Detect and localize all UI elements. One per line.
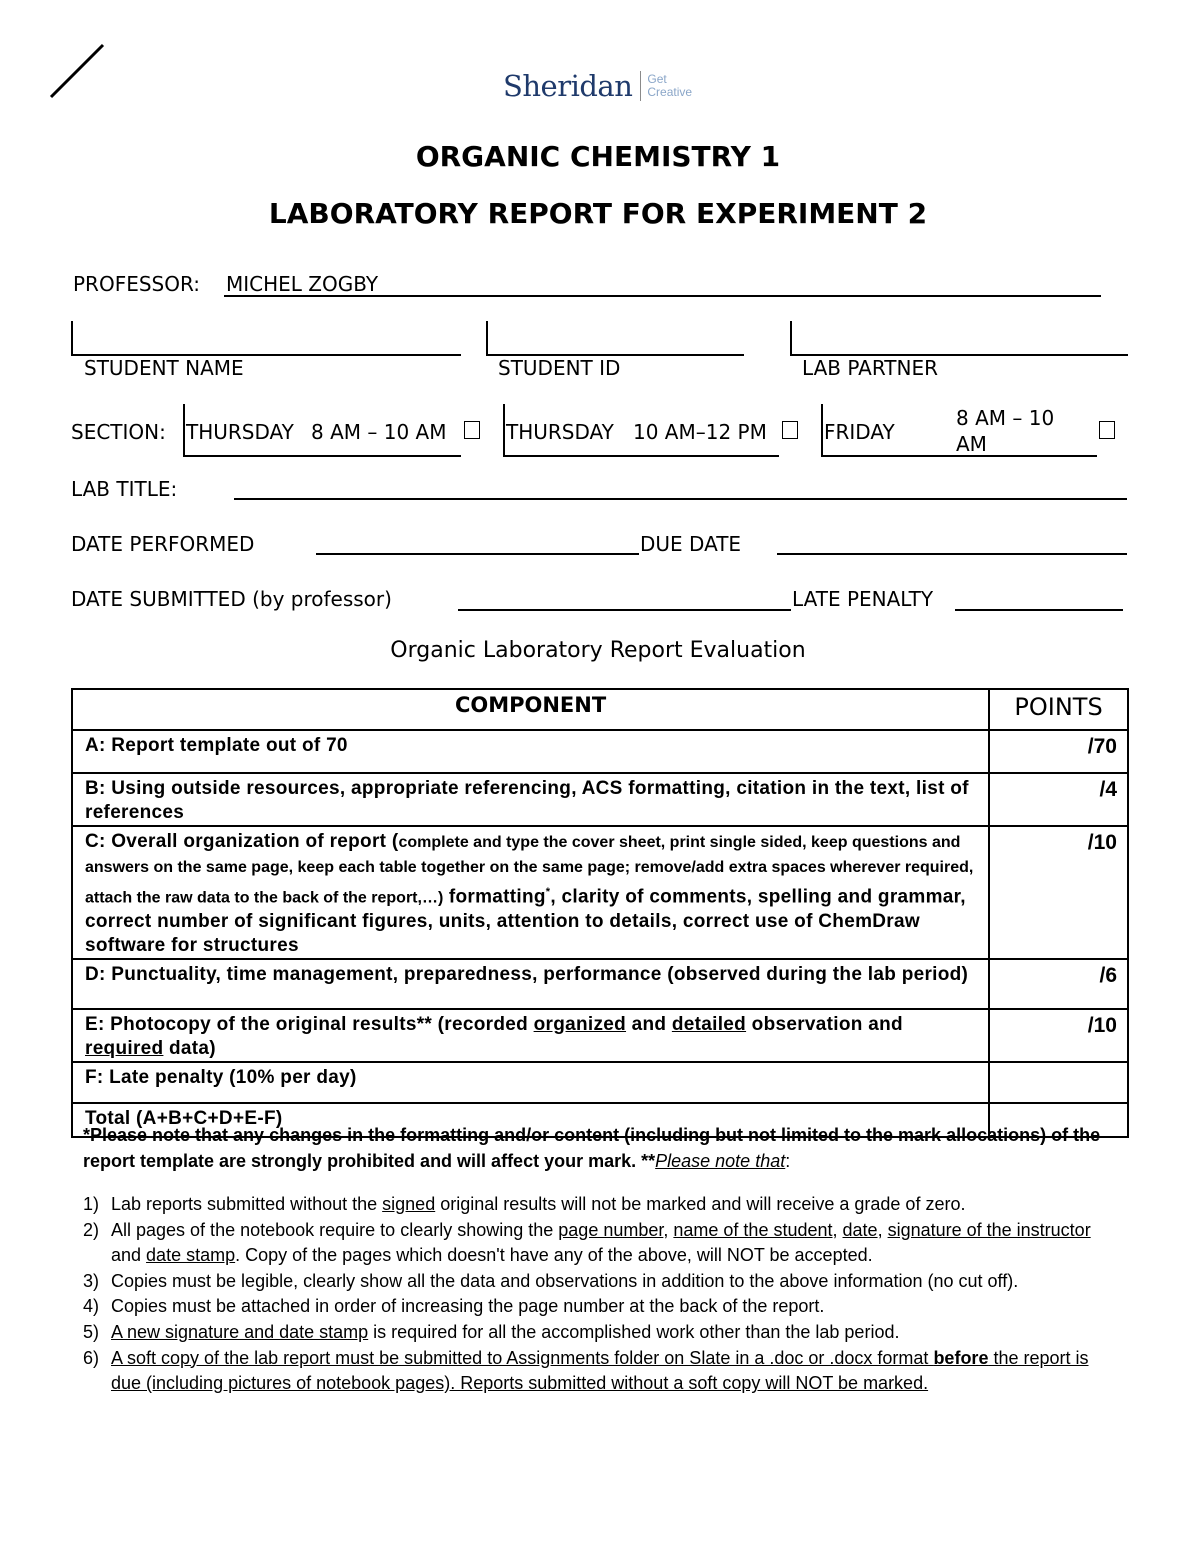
component-e-part-1: E: Photocopy of the original results** (recorded [85, 1014, 534, 1036]
text-run: , [877, 1219, 888, 1240]
section-option-3-time-line-2: AM [956, 432, 987, 456]
points-a: /70 [989, 730, 1128, 773]
text-run: date stamp [146, 1245, 236, 1266]
component-d: D: Punctuality, time management, preparedness, performance (observed during the lab period) [72, 959, 989, 1009]
date-submitted-label: DATE SUBMITTED (by professor) [71, 587, 392, 611]
component-c-heading: C: Overall organization of report ( [85, 831, 399, 852]
component-a: A: Report template out of 70 [72, 730, 989, 773]
component-e-part-3: observation and [746, 1014, 903, 1036]
component-e-required: required [85, 1038, 164, 1060]
list-item-text: Copies must be legible, clearly show all the data and observations in addition to the above information (no cut off). [111, 1270, 1019, 1291]
component-total: Total (A+B+C+D+E-F) [72, 1103, 989, 1137]
lab-title-label: LAB TITLE: [71, 477, 178, 501]
professor-value: MICHEL ZOGBY [226, 272, 379, 296]
list-item-text [111, 1218, 1123, 1269]
list-item [83, 1218, 1123, 1269]
logo-tagline-line-1: Get [647, 72, 667, 86]
due-date-line[interactable] [777, 553, 1127, 555]
section-option-1-time: 8 AM – 10 AM [311, 420, 447, 444]
points-d: /6 [989, 959, 1128, 1009]
late-penalty-label: LATE PENALTY [792, 587, 934, 611]
student-name-label: STUDENT NAME [84, 356, 244, 380]
list-number: 3) [83, 1270, 100, 1291]
text-run: Lab reports submitted without the [111, 1194, 383, 1214]
note-bold-text: *Please note that any changes in the formatting and/or content (including but not limited to the mark allocations) of the report template are strongly prohibited and will affect your mark. ** [83, 1125, 1101, 1171]
list-item [83, 1294, 1123, 1320]
logo-tagline-line-2: Creative [647, 85, 693, 99]
text-run: and [111, 1245, 147, 1266]
section-option-2-checkbox[interactable] [782, 421, 798, 439]
text-run: name of the student [673, 1219, 833, 1240]
formatting-note [83, 1122, 1123, 1174]
table-row [72, 959, 1128, 1009]
points-e: /10 [989, 1009, 1128, 1062]
list-number: 6) [83, 1347, 100, 1368]
component-e-part-2: and [626, 1014, 672, 1036]
component-header: COMPONENT [72, 689, 989, 730]
table-row [72, 1062, 1128, 1103]
lab-partner-label: LAB PARTNER [802, 356, 938, 380]
student-id-label: STUDENT ID [498, 356, 621, 380]
sheridan-logo [503, 66, 692, 106]
component-b: B: Using outside resources, appropriate referencing, ACS formatting, citation in the text, list of references [72, 773, 989, 826]
text-run: signature of the instructor [887, 1219, 1091, 1240]
section-label: SECTION: [71, 420, 166, 444]
component-e [72, 1009, 989, 1062]
evaluation-title: Organic Laboratory Report Evaluation [390, 638, 806, 663]
table-row [72, 1009, 1128, 1062]
section-option-2-time: 10 AM–12 PM [633, 420, 767, 444]
list-item [83, 1192, 1123, 1218]
list-item [83, 1269, 1123, 1295]
table-row [72, 826, 1128, 959]
list-item-text: Copies must be attached in order of increasing the page number at the back of the report. [111, 1296, 825, 1317]
logo-wordmark: Sheridan [503, 69, 633, 103]
section-option-3-time-line-1: 8 AM – 10 [956, 406, 1055, 430]
section-option-1-day: THURSDAY [186, 420, 294, 444]
list-number: 4) [83, 1296, 100, 1317]
list-item-text [111, 1192, 965, 1218]
course-title: ORGANIC CHEMISTRY 1 [415, 140, 781, 173]
note-colon: : [785, 1151, 791, 1171]
list-number: 5) [83, 1321, 100, 1342]
points-b: /4 [989, 773, 1128, 826]
component-c-asterisk: * [545, 886, 551, 898]
text-run: original results will not be marked and will receive a grade of zero. [435, 1194, 966, 1214]
text-run: A new signature and date stamp [111, 1321, 369, 1342]
points-f[interactable] [989, 1062, 1128, 1103]
text-run: . Copy of the pages which doesn't have any of the above, will NOT be accepted. [235, 1245, 873, 1266]
professor-line [224, 295, 1101, 297]
list-item [83, 1320, 1123, 1346]
section-option-1-checkbox[interactable] [464, 421, 480, 439]
late-penalty-line[interactable] [955, 609, 1123, 611]
component-e-detailed: detailed [671, 1014, 747, 1036]
text-run: A soft copy of the lab report must be submitted to Assignments folder on Slate in a .doc or .docx format [111, 1347, 934, 1368]
text-run: , [663, 1219, 674, 1240]
points-c: /10 [989, 826, 1128, 959]
section-option-3-day: FRIDAY [824, 420, 895, 444]
date-performed-label: DATE PERFORMED [71, 532, 255, 556]
text-run: date [842, 1219, 878, 1240]
rules-list [83, 1192, 1123, 1397]
evaluation-table [71, 688, 1129, 1138]
student-id-field[interactable] [486, 321, 744, 356]
section-option-2-day: THURSDAY [506, 420, 614, 444]
text-run: All pages of the notebook require to clearly showing the [111, 1219, 559, 1240]
note-italic-text: Please note that [655, 1151, 786, 1171]
professor-label: PROFESSOR: [73, 272, 200, 296]
logo-tagline [647, 73, 692, 99]
component-e-organized: organized [533, 1014, 627, 1036]
text-run: , [832, 1219, 843, 1240]
date-submitted-line[interactable] [458, 609, 791, 611]
corner-slash-mark [48, 42, 108, 102]
table-row [72, 730, 1128, 773]
points-header: POINTS [989, 689, 1128, 730]
text-run: signed [382, 1194, 436, 1214]
logo-divider [640, 71, 641, 101]
evaluation-header-row [72, 689, 1128, 730]
list-number: 1) [83, 1194, 100, 1214]
text-run: is required for all the accomplished work other than the lab period. [368, 1321, 900, 1342]
list-number: 2) [83, 1219, 100, 1240]
student-name-field[interactable] [71, 321, 461, 356]
component-c-rest: , clarity of comments, spelling and grammar, correct number of significant figures, units, attention to details, correct use of ChemDraw software for structures [85, 886, 966, 957]
report-title: LABORATORY REPORT FOR EXPERIMENT 2 [268, 197, 928, 230]
list-item-text [111, 1320, 899, 1346]
list-item [83, 1346, 1123, 1397]
table-row [72, 773, 1128, 826]
component-c [72, 826, 989, 959]
lab-partner-field[interactable] [790, 321, 1128, 356]
component-e-part-4: data) [163, 1038, 216, 1060]
component-f: F: Late penalty (10% per day) [72, 1062, 989, 1103]
text-run: the report is due (including pictures of notebook pages). Reports submitted without a soft copy will NOT be marked. [111, 1347, 1089, 1394]
due-date-label: DUE DATE [640, 532, 742, 556]
section-option-3-checkbox[interactable] [1099, 421, 1115, 439]
list-item-text [111, 1346, 1123, 1397]
component-c-formatting: formatting [443, 886, 546, 908]
date-performed-line[interactable] [316, 553, 639, 555]
text-run: before [933, 1347, 989, 1368]
component-c-details: complete and type the cover sheet, print single sided, keep questions and answers on the same page, keep each table together on the same page; remove/add extra spaces wherever required, attach the raw data to the back of the report,…) [85, 834, 974, 907]
text-run: page number [558, 1219, 664, 1240]
lab-title-line[interactable] [234, 498, 1127, 500]
